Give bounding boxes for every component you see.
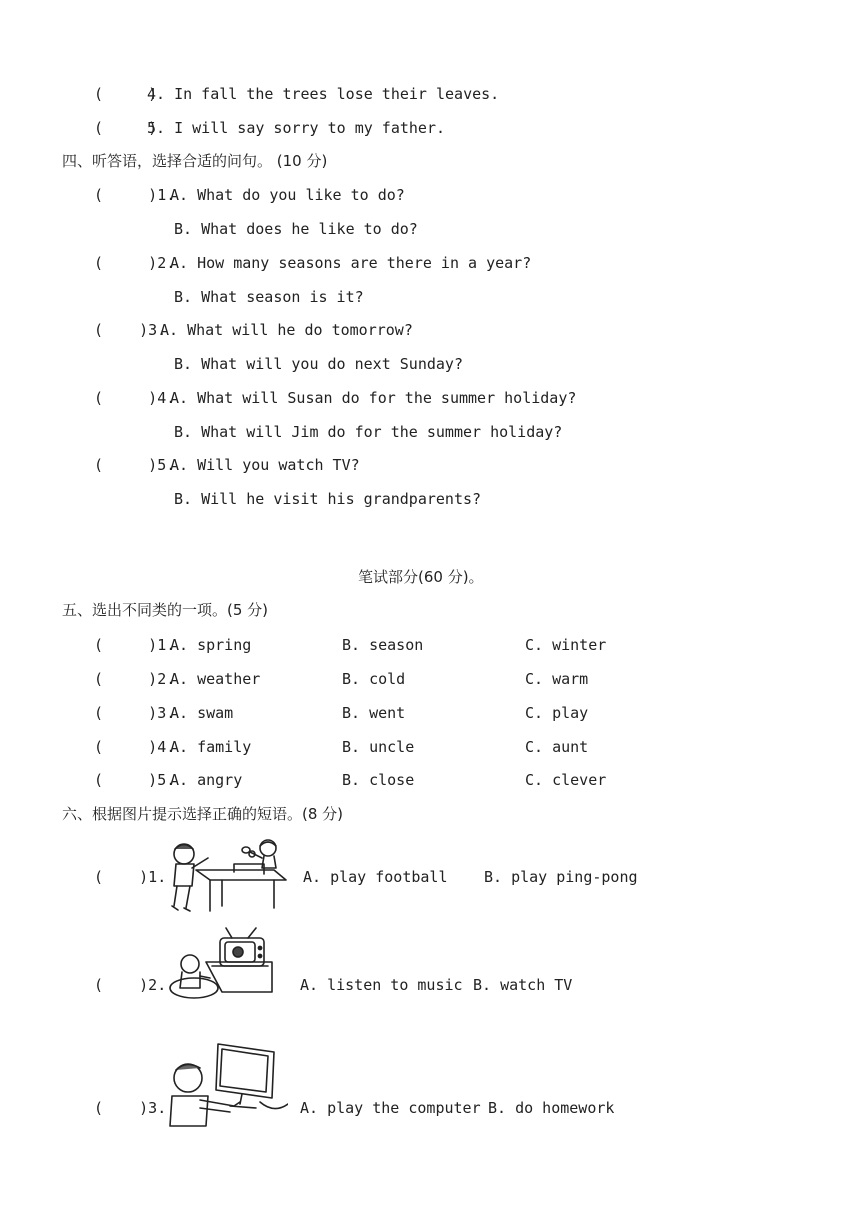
s4-item3-b: B. What will you do next Sunday? — [174, 355, 463, 373]
s4-item4-a: A. What will Susan do for the summer holiday? — [170, 389, 577, 407]
s5-item3-c: C. play — [525, 704, 589, 722]
s5-item2-b: B. cold — [342, 670, 406, 688]
s3-item5-text: 5. I will say sorry to my father. — [147, 119, 446, 137]
s5-item3-a: A. swam — [170, 704, 234, 722]
s5-item2-c: C. warm — [525, 670, 589, 688]
s3-item4-text: 4. In fall the trees lose their leaves. — [147, 85, 500, 103]
s4-item3-a: A. What will he do tomorrow? — [160, 321, 413, 339]
s4-item1-a: A. What do you like to do? — [170, 186, 405, 204]
s3-item4-paren[interactable]: ( ) — [94, 85, 158, 103]
s6-item1-num[interactable]: ( )1. — [94, 868, 167, 886]
s6-item1-a: A. play football — [303, 868, 448, 886]
s6-item2-num[interactable]: ( )2. — [94, 976, 167, 994]
s5-item5-c: C. clever — [525, 771, 607, 789]
s6-item2-b: B. watch TV — [473, 976, 573, 994]
s5-item4-c: C. aunt — [525, 738, 589, 756]
s5-item1-b: B. season — [342, 636, 424, 654]
s6-item3-num[interactable]: ( )3. — [94, 1099, 167, 1117]
ping-pong-players-illustration — [164, 836, 288, 914]
child-watching-tv-illustration — [164, 926, 278, 1006]
s4-item1-b: B. What does he like to do? — [174, 220, 418, 238]
s4-item2-b: B. What season is it? — [174, 288, 364, 306]
s6-item3-a: A. play the computer — [300, 1099, 481, 1117]
s5-item3-num[interactable]: ( )3. — [94, 704, 176, 722]
s5-item3-b: B. went — [342, 704, 406, 722]
written-part-title: 笔试部分(60 分)。 — [358, 568, 484, 586]
s5-item1-num[interactable]: ( )1. — [94, 636, 176, 654]
s4-item2-num[interactable]: ( )2. — [94, 254, 176, 272]
s6-item2-a: A. listen to music — [300, 976, 463, 994]
s4-item3-num[interactable]: ( )3. — [94, 321, 167, 339]
s5-item4-num[interactable]: ( )4. — [94, 738, 176, 756]
s4-item5-a: A. Will you watch TV? — [170, 456, 360, 474]
s4-item5-num[interactable]: ( )5. — [94, 456, 176, 474]
s6-item1-b: B. play ping-pong — [484, 868, 638, 886]
s6-item3-b: B. do homework — [488, 1099, 615, 1117]
section6-heading: 六、根据图片提示选择正确的短语。(8 分) — [62, 805, 344, 823]
s4-item4-num[interactable]: ( )4. — [94, 389, 176, 407]
s5-item4-a: A. family — [170, 738, 252, 756]
s4-item5-b: B. Will he visit his grandparents? — [174, 490, 482, 508]
s5-item1-a: A. spring — [170, 636, 252, 654]
s5-item5-a: A. angry — [170, 771, 243, 789]
s5-item2-num[interactable]: ( )2. — [94, 670, 176, 688]
child-using-computer-illustration — [164, 1040, 288, 1130]
s5-item5-num[interactable]: ( )5. — [94, 771, 176, 789]
s4-item4-b: B. What will Jim do for the summer holiday? — [174, 423, 563, 441]
s4-item2-a: A. How many seasons are there in a year? — [170, 254, 532, 272]
s3-item5-paren[interactable]: ( ) — [94, 119, 158, 137]
s5-item5-b: B. close — [342, 771, 415, 789]
section5-heading: 五、选出不同类的一项。(5 分) — [62, 601, 269, 619]
section4-heading: 四、听答语，选择合适的问句。 (10 分) — [62, 152, 328, 170]
s5-item4-b: B. uncle — [342, 738, 415, 756]
s5-item2-a: A. weather — [170, 670, 261, 688]
s4-item1-num[interactable]: ( )1. — [94, 186, 176, 204]
s5-item1-c: C. winter — [525, 636, 607, 654]
